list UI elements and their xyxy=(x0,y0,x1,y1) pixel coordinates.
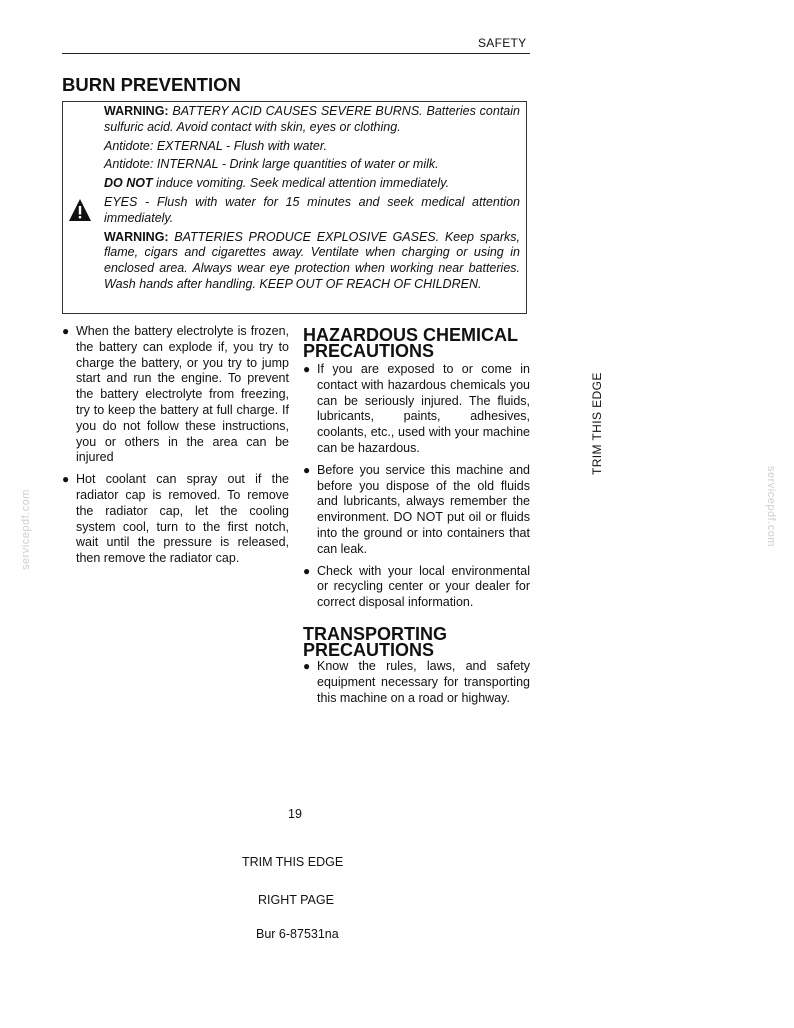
watermark-right: servicepdf.com xyxy=(765,466,777,547)
warning-label: WARNING: xyxy=(104,104,169,118)
transporting-list xyxy=(303,659,530,712)
bullet-icon: ● xyxy=(62,472,70,487)
footer-code: Bur 6-87531na xyxy=(256,927,339,941)
list-item-text: Check with your local environmental or recycling center or your dealer for correct disposal information. xyxy=(317,563,530,610)
warning-triangle-icon xyxy=(68,198,92,222)
list-item-text: Know the rules, laws, and safety equipment necessary for transporting this machine on a road or highway. xyxy=(317,659,530,705)
transporting-title: TRANSPORTING PRECAUTIONS xyxy=(303,624,447,660)
bullet-icon: ● xyxy=(62,324,70,338)
list-item xyxy=(303,463,530,558)
list-item-text: Hot coolant can spray out if the radiator cap is removed. To remove the radiator cap, let the cooling system cool, turn to the first notch, wait until the pressure is released, then remove the radiator cap. xyxy=(76,472,289,566)
left-column xyxy=(62,324,289,573)
list-item xyxy=(303,362,530,457)
header-divider xyxy=(62,53,530,54)
explosive-gas-text: BATTERIES PRODUCE EXPLOSIVE GASES. Keep sparks, flame, cigars and cigarettes away. Ventilate when charging or using in enclosed area. Always wear eye protection when working near batteries. Wash hands after handling. KEEP OUT OF REACH OF CHILDREN. xyxy=(104,229,520,291)
bullet-icon: ● xyxy=(303,563,311,578)
watermark-left: servicepdf.com xyxy=(20,489,32,570)
warning-label: WARNING: xyxy=(104,229,169,244)
hazardous-chemical-title: HAZARDOUS CHEMICAL PRECAUTIONS xyxy=(303,325,518,361)
hazardous-list xyxy=(303,362,530,617)
footer-right-page: RIGHT PAGE xyxy=(258,893,334,907)
bullet-icon: ● xyxy=(303,659,311,673)
list-item-text: When the battery electrolyte is frozen, the battery can explode if, you try to charge the battery, or you try to jump start and run the engine. To prevent the battery electrolyte from freezing, try to keep the battery at full charge. If you do not follow these instructions, you or others in the area can be injured xyxy=(76,324,289,465)
antidote-internal: Antidote: INTERNAL - Drink large quantities of water or milk. xyxy=(104,157,439,172)
list-item xyxy=(303,659,530,706)
bullet-icon: ● xyxy=(303,462,311,477)
list-item-text: If you are exposed to or come in contact with hazardous chemicals you can be seriously injured. The fluids, lubricants, paints, adhesives, coolants, etc., used with your machine can be hazardous. xyxy=(317,362,530,455)
acid-warning-text: BATTERY ACID CAUSES SEVERE BURNS. Batteries contain sulfuric acid. Avoid contact with skin, eyes or clothing. xyxy=(104,104,520,134)
antidote-external: Antidote: EXTERNAL - Flush with water. xyxy=(104,138,328,153)
do-not-vomit xyxy=(104,176,520,192)
do-not-text: induce vomiting. Seek medical attention immediately. xyxy=(152,176,450,191)
list-item-text: Before you service this machine and before you dispose of the old fluids and lubricants, always remember the environment. DO NOT put oil or fluids into the ground or into containers that can leak. xyxy=(317,462,530,556)
explosive-gas-warning xyxy=(104,230,520,293)
page-number: 19 xyxy=(288,807,302,821)
warning-text xyxy=(104,104,520,296)
eyes-instruction: EYES - Flush with water for 15 minutes and seek medical attention immediately. xyxy=(104,194,520,225)
acid-warning xyxy=(104,104,520,136)
list-item xyxy=(303,564,530,611)
section-header: SAFETY xyxy=(478,36,527,50)
footer-trim-label: TRIM THIS EDGE xyxy=(242,855,344,869)
do-not-label: DO NOT xyxy=(104,176,153,191)
list-item xyxy=(62,324,289,466)
list-item xyxy=(62,472,289,567)
burn-prevention-title: BURN PREVENTION xyxy=(62,74,241,95)
side-trim-label: TRIM THIS EDGE xyxy=(590,372,604,475)
bullet-icon: ● xyxy=(303,362,311,376)
